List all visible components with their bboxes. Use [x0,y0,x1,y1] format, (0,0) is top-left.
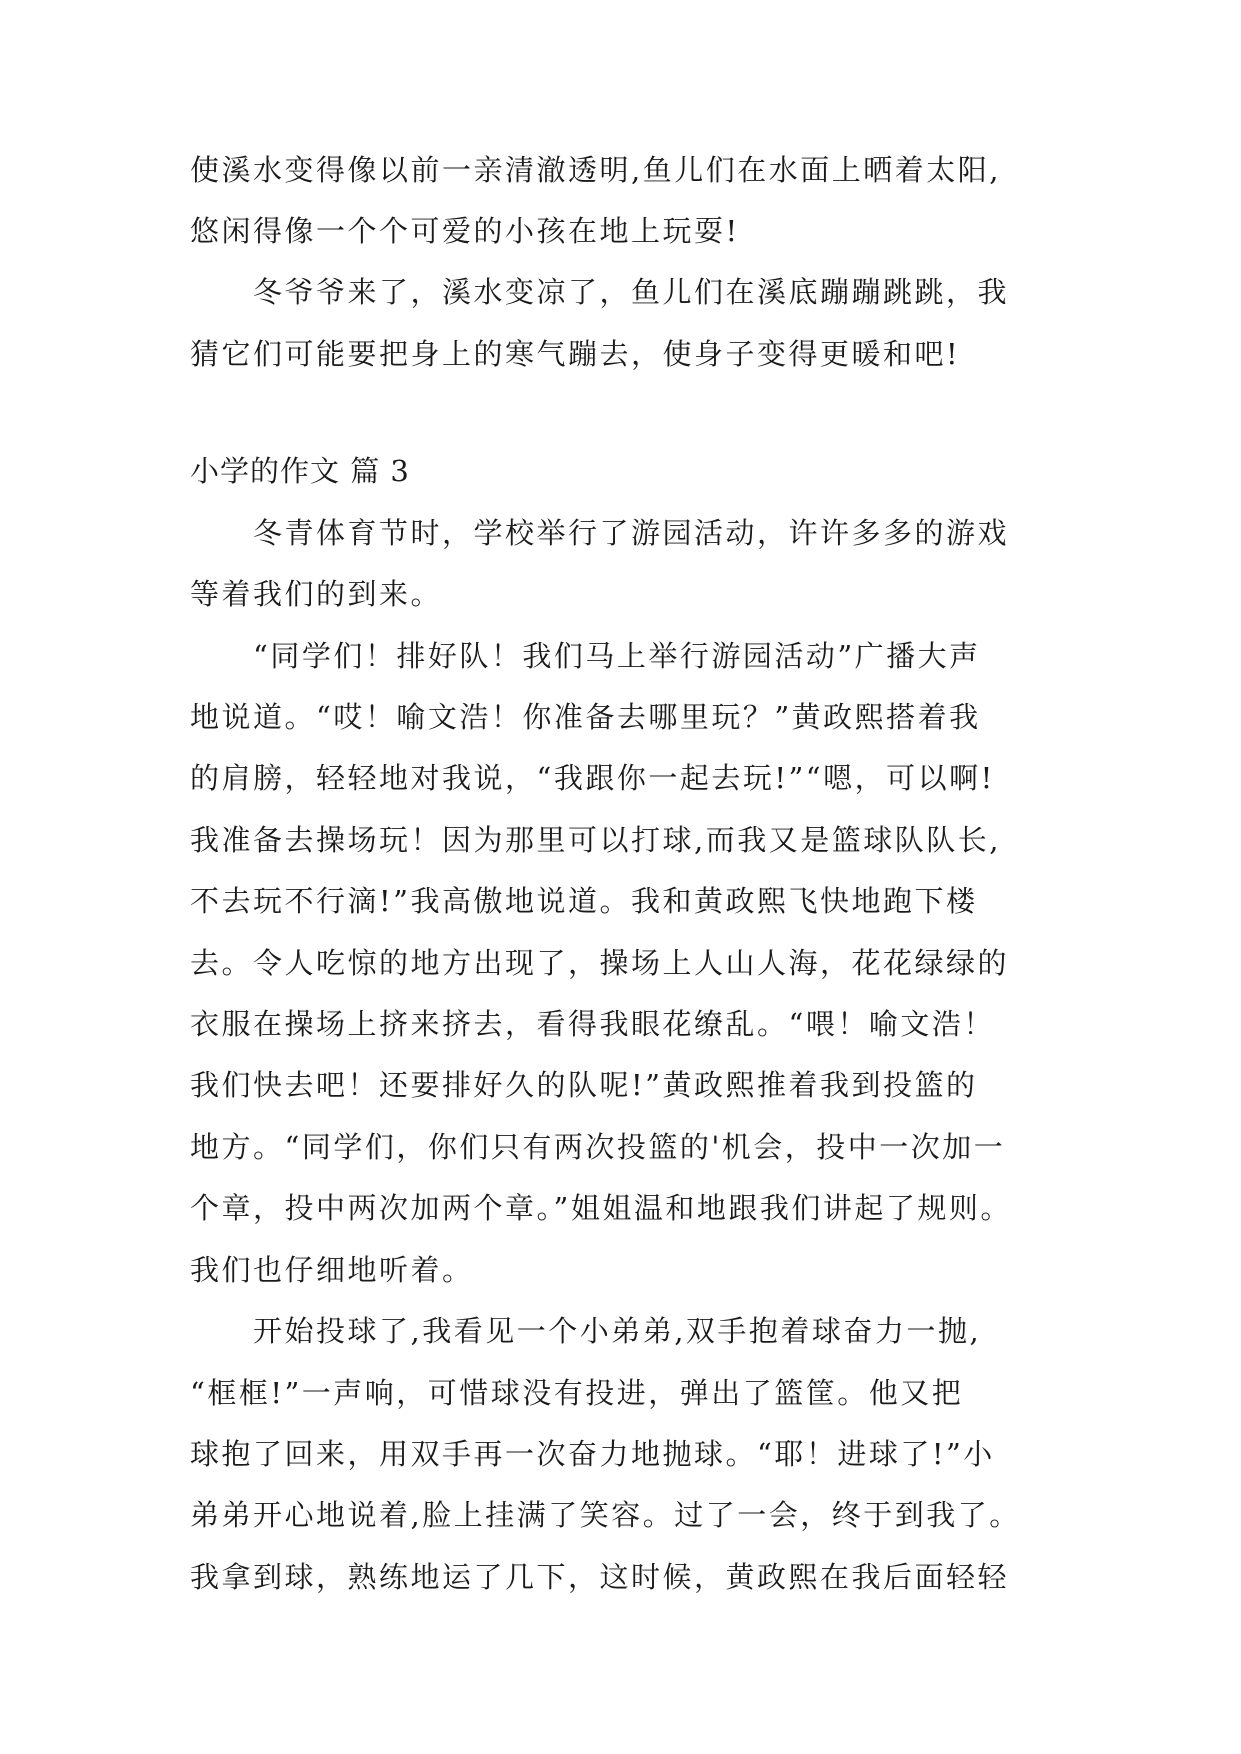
text-line: 等着我们的到来。 [190,577,443,611]
text-line: 地说道。“哎！喻文浩！你准备去哪里玩？”黄政熙搭着我 [190,700,981,734]
text-line: 我拿到球，熟练地运了几下，这时候，黄政熙在我后面轻轻 [190,1560,1010,1594]
text-line: 不去玩不行滴!”我高傲地说道。我和黄政熙飞快地跑下楼 [190,884,978,918]
text-line: 使溪水变得像以前一亲清澈透明,鱼儿们在水面上晒着太阳, [190,153,1001,187]
text-line: 猜它们可能要把身上的寒气蹦去，使身子变得更暖和吧! [190,337,961,371]
text-line: 我们也仔细地听着。 [190,1253,474,1287]
text-line: “框框!”一声响，可惜球没有投进，弹出了篮筐。他又把 [190,1376,964,1410]
text-line: 我准备去操场玩！因为那里可以打球,而我又是篮球队队长, [190,823,1001,857]
text-line: 球抱了回来，用双手再一次奋力地抛球。“耶！进球了!”小 [190,1437,995,1471]
text-line: 的肩膀，轻轻地对我说，“我跟你一起去玩!”“嗯，可以啊! [190,761,995,795]
text-line: 悠闲得像一个个可爱的小孩在地上玩耍! [190,214,740,248]
text-line: 地方。“同学们，你们只有两次投篮的'机会，投中一次加一 [190,1130,1006,1164]
text-line: 冬爷爷来了，溪水变凉了，鱼儿们在溪底蹦蹦跳跳，我 [190,275,1010,309]
text-line: 开始投球了,我看见一个小弟弟,双手抱着球奋力一抛, [190,1314,982,1348]
text-line: 去。令人吃惊的地方出现了，操场上人山人海，花花绿绿的 [190,946,1010,980]
text-line: 弟弟开心地说着,脸上挂满了笑容。过了一会，终于到我了。 [190,1498,1021,1532]
text-line: 衣服在操场上挤来挤去，看得我眼花缭乱。“喂！喻文浩！ [190,1007,995,1041]
text-line: 冬青体育节时，学校举行了游园活动，许许多多的游戏 [190,516,1010,550]
text-line: 我们快去吧！还要排好久的队呢!”黄政熙推着我到投篮的 [190,1068,978,1102]
text-line: “同学们！排好队！我们马上举行游园活动”广播大声 [190,639,981,673]
text-line: 个章，投中两次加两个章。”姐姐温和地跟我们讲起了规则。 [190,1191,1012,1225]
section-heading: 小学的作文 篇 3 [190,454,410,488]
